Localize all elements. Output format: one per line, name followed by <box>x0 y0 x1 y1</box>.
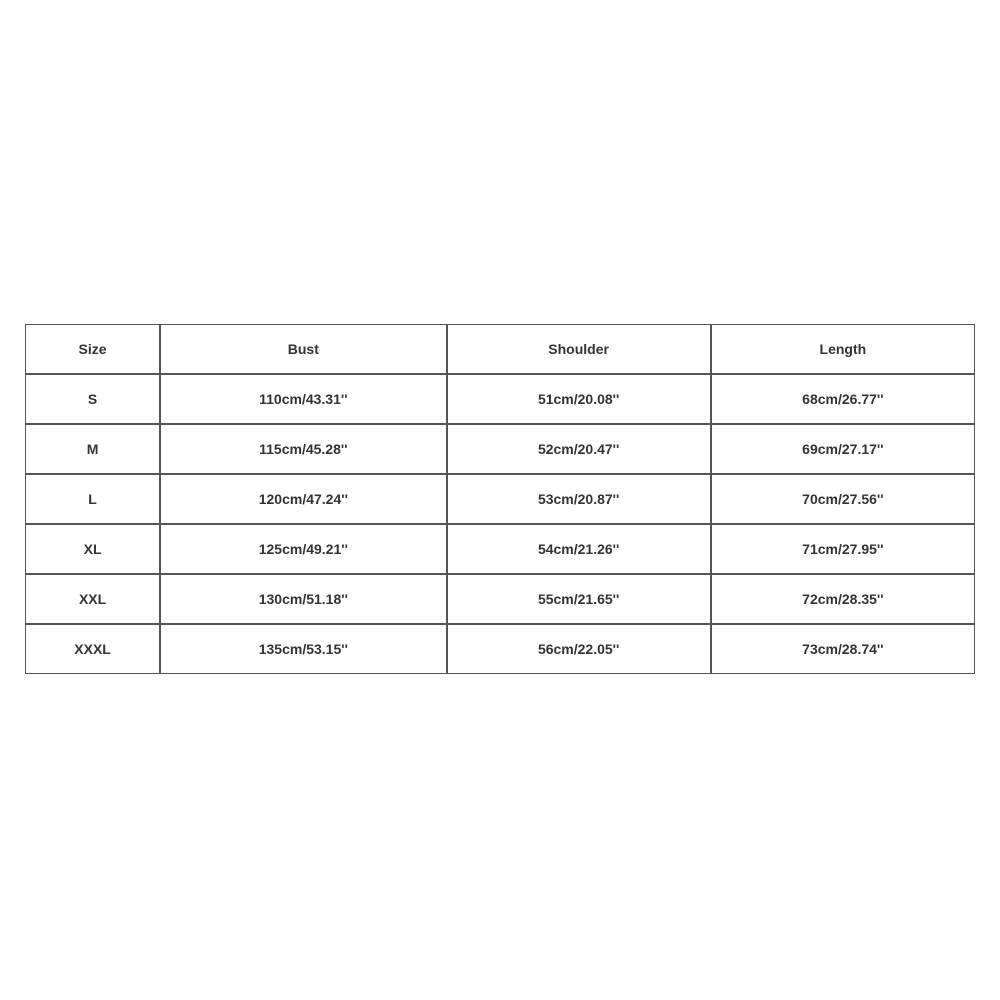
header-shoulder: Shoulder <box>447 324 711 374</box>
size-cell: L <box>25 474 160 524</box>
length-cell: 68cm/26.77'' <box>711 374 975 424</box>
table-row <box>25 474 975 524</box>
header-size: Size <box>25 324 160 374</box>
shoulder-cell: 56cm/22.05'' <box>447 624 711 674</box>
shoulder-cell: 54cm/21.26'' <box>447 524 711 574</box>
header-row <box>25 324 975 374</box>
shoulder-cell: 55cm/21.65'' <box>447 574 711 624</box>
bust-cell: 115cm/45.28'' <box>160 424 446 474</box>
length-cell: 69cm/27.17'' <box>711 424 975 474</box>
shoulder-cell: 51cm/20.08'' <box>447 374 711 424</box>
size-chart-table <box>25 324 975 674</box>
bust-cell: 120cm/47.24'' <box>160 474 446 524</box>
table-row <box>25 424 975 474</box>
bust-cell: 125cm/49.21'' <box>160 524 446 574</box>
length-cell: 73cm/28.74'' <box>711 624 975 674</box>
table-row <box>25 524 975 574</box>
bust-cell: 135cm/53.15'' <box>160 624 446 674</box>
bust-cell: 130cm/51.18'' <box>160 574 446 624</box>
size-cell: S <box>25 374 160 424</box>
shoulder-cell: 53cm/20.87'' <box>447 474 711 524</box>
size-cell: XXXL <box>25 624 160 674</box>
header-length: Length <box>711 324 975 374</box>
table-row <box>25 574 975 624</box>
size-cell: XL <box>25 524 160 574</box>
length-cell: 71cm/27.95'' <box>711 524 975 574</box>
size-cell: XXL <box>25 574 160 624</box>
length-cell: 70cm/27.56'' <box>711 474 975 524</box>
bust-cell: 110cm/43.31'' <box>160 374 446 424</box>
header-bust: Bust <box>160 324 446 374</box>
shoulder-cell: 52cm/20.47'' <box>447 424 711 474</box>
size-cell: M <box>25 424 160 474</box>
table-row <box>25 374 975 424</box>
table-row <box>25 624 975 674</box>
length-cell: 72cm/28.35'' <box>711 574 975 624</box>
